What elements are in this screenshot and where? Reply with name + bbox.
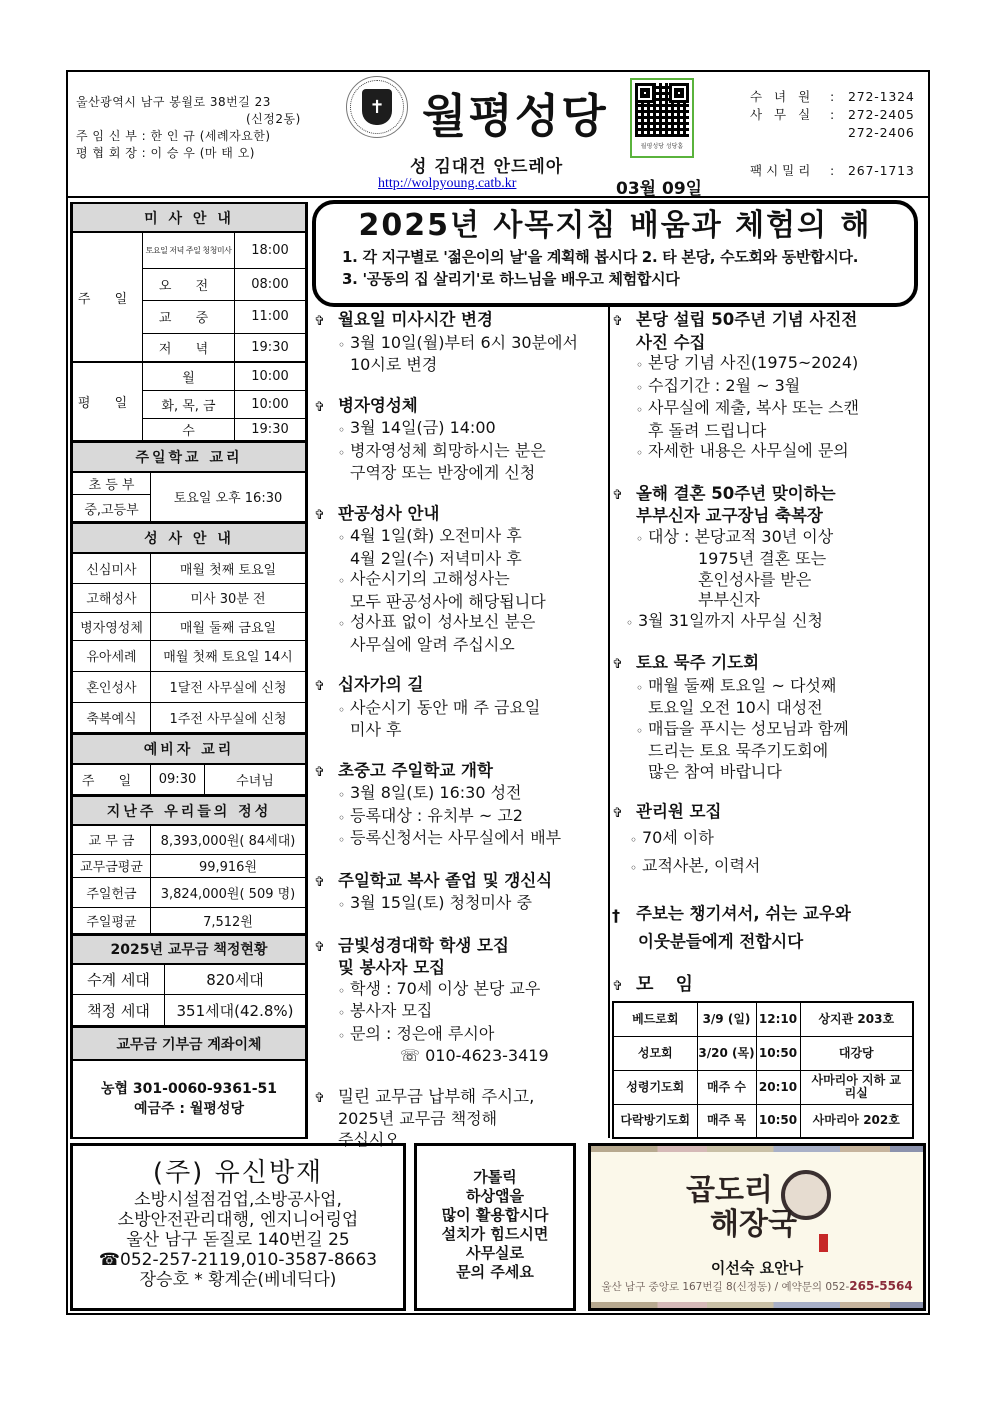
sacrament-row: 유아세례 매월 첫째 토요일 14시 (73, 640, 306, 671)
meeting-row: 베드로회 3/9 (일) 12:10 상지관 203호 (613, 1002, 913, 1036)
bulletin-note: † 주보는 챙기셔서, 쉬는 교우와 이웃분들에게 전합시다 (612, 901, 924, 955)
cross-icon: ✞ (612, 657, 623, 672)
sacrament-row: 고해성사 미사 30분 전 (73, 583, 306, 612)
weekday-label: 평 일 (73, 362, 143, 440)
bullet-icon: ◦ (338, 574, 346, 588)
banner-line: 3. '공동의 집 살리기'로 하느님을 배우고 체험합시다 (342, 270, 680, 288)
bullet-icon: ◦ (636, 723, 644, 738)
bullet-icon: ◦ (338, 1006, 346, 1020)
banner-line: 1. 각 지구별로 '젊은이의 날'을 계획해 봅시다 2. 타 본당, 수도회와 동반합시다. (342, 248, 859, 266)
transfer-title: 교무금 기부금 계좌이체 (73, 1027, 306, 1060)
arrears-note: ✞ 밀린 교무금 납부해 주시고, 2025년 교무금 책정해 주십시오 (314, 1086, 535, 1149)
meeting-row: 성령기도회 매주 수 20:10 사마리아 지하 교리실 (613, 1070, 913, 1104)
bank-account: 농협 301-0060-9361-51 예금주 : 월평성당 (73, 1060, 306, 1137)
bullet-icon: ◦ (338, 833, 346, 847)
meetings-table (612, 1001, 914, 1139)
bullet-icon: ◦ (338, 898, 346, 912)
sunday-school-title: 주일학교 교리 (73, 442, 306, 472)
council-chair: 평 협 회 장 : 이 승 우 (마 태 오) (76, 146, 255, 160)
announcement: ✞ 주일학교 복사 졸업 및 갱신식 ◦ 3월 15일(토) 청청미사 중 (314, 871, 606, 916)
bullet-icon: ◦ (636, 380, 644, 395)
contact-row: 사 무 실 : 272-2405 (750, 107, 915, 122)
sacraments-title: 성 사 안 내 (73, 523, 306, 553)
qr-code[interactable]: 월평성당 성당홈 (630, 78, 694, 158)
offering-row: 교무금평균 99,916원 (73, 854, 306, 877)
cross-icon: ✞ (314, 314, 325, 329)
contact-row: 272-2406 (848, 125, 915, 140)
announcement: ✞ 병자영성체 ◦ 3월 14일(금) 14:00 ◦ 병자영성체 희망하시는 분은 구역장 또는 반장에게 신청 (314, 395, 546, 482)
announcements-middle (314, 310, 606, 1170)
website-link[interactable]: http://wolpyoung.catb.kr (378, 176, 517, 191)
issue-date: 03월 09일 (616, 179, 703, 199)
cross-icon: ✞ (612, 314, 623, 329)
bullet-icon: ◦ (338, 810, 346, 825)
cross-icon: ✞ (314, 507, 325, 523)
cross-icon: ✞ (314, 939, 325, 955)
contact-phone: ☏ 010-4623-3419 (400, 1046, 549, 1065)
ad-fire-safety: (주) 유신방재 소방시설점검업,소방공사업, 소방안전관리대행, 엔지니어링업 울산 남구 돋질로 140번길 25 ☎052-257-2119,010-3587-8663 장승호 * 황계순(베네딕다) (70, 1143, 406, 1311)
offering-row: 주일평균 7,512원 (73, 907, 306, 933)
offering-row: 주일헌금 3,824,000원( 509 명) (73, 877, 306, 907)
cross-icon: ✞ (612, 978, 623, 994)
pastoral-theme-banner (312, 200, 918, 307)
cross-icon: ✞ (612, 487, 623, 503)
restaurant-logo: 곱도리 해장국 (686, 1173, 797, 1242)
ad-phone: ☎052-257-2119,010-3587-8663 (98, 1250, 378, 1270)
patron-saint: 성 김대건 안드레아 (410, 157, 564, 177)
bullet-icon: ◦ (338, 617, 346, 631)
ad-company-name: (주) 유신방재 (152, 1158, 324, 1188)
meeting-row: 성모회 3/20 (목) 10:50 대강당 (613, 1036, 913, 1070)
bullet-icon: ◦ (636, 358, 644, 372)
ad-restaurant (588, 1143, 926, 1311)
bullet-icon: ◦ (338, 788, 346, 802)
announcement: ✞ 금빛성경대학 학생 모집 및 봉사자 모집 ◦ 학생 : 70세 이상 본당 교우 ◦ 봉사자 모집 ◦ 문의 : 정은애 루시아 ☏ 010-4623-3419 (314, 936, 606, 1067)
qr-code-icon (635, 83, 689, 137)
sacrament-row: 축복예식 1주전 사무실에 신청 (73, 702, 306, 732)
announcement: ✞ 십자가의 길 ◦ 사순시기 동안 매 주 금요일 미사 후 (314, 675, 541, 739)
pastor: 주 임 신 부 : 한 인 규 (세례자요한) (76, 129, 271, 143)
page-title: 월평성당 (422, 89, 608, 143)
cross-icon: ✞ (314, 399, 325, 415)
church-logo (346, 76, 408, 138)
meeting-row: 다락방기도회 매주 목 10:50 사마리아 202호 (613, 1104, 913, 1138)
cross-icon: ✞ (314, 679, 325, 694)
address: 울산광역시 남구 봉월로 38번길 23 (76, 95, 271, 109)
column-divider (608, 306, 610, 1138)
bullet-icon: ◦ (630, 860, 638, 875)
bullet-icon: ◦ (626, 615, 634, 630)
bullet-icon: ◦ (338, 337, 346, 352)
dagger-icon: † (612, 905, 620, 925)
offering-row: 교 무 금 8,393,000원( 84세대) (73, 825, 306, 854)
header (66, 70, 930, 198)
announcement: ✞ 본당 설립 50주년 기념 사진전 사진 수집 ◦ 본당 기념 사진(1975~2024) ◦ 수집기간 : 2월 ~ 3월 ◦ 사무실에 제출, 복사 또는 스캔 후 돌려 드립니다 ◦ 자세한 내용은 사무실에 문의 (612, 310, 924, 464)
announcement: ✞ 월요일 미사시간 변경 ◦ 3월 10일(월)부터 6시 30분에서 10시로 변경 (314, 310, 578, 374)
sunday-label: 주 일 (73, 232, 143, 362)
announcement: ✞ 판공성사 안내 ◦ 4월 1일(화) 오전미사 후 4월 2일(수) 저녁미사 후 ◦ 사순시기의 고해성사는 모두 판공성사에 해당됩니다 ◦ 성사표 없이 성사보신 분은 사무실에 알려 주십시오 (314, 503, 546, 654)
cross-icon: ✞ (314, 874, 325, 890)
offerings-title: 지난주 우리들의 정성 (73, 796, 306, 825)
sacrament-row: 병자영성체 매월 둘째 금요일 (73, 612, 306, 640)
banner-headline: 2025년 사목지침 배움과 체험의 해 (358, 208, 872, 243)
bullet-icon: ◦ (338, 445, 346, 460)
announcement: ✞ 관리원 모집 ◦ 70세 이하 ◦ 교적사본, 이력서 (612, 802, 924, 881)
seal-icon (819, 1234, 828, 1252)
ad-app-notice: 가톨릭 하상앱을 많이 활용합시다 설치가 힘드시면 사무실로 문의 주세요 (414, 1143, 576, 1311)
restaurant-owner: 이선숙 요안나 (710, 1259, 804, 1277)
assessment-title: 2025년 교무금 책정현황 (73, 935, 306, 964)
sacrament-row: 신심미사 매월 첫째 토요일 (73, 553, 306, 583)
contact-row: 수 녀 원 : 272-1324 (750, 89, 915, 104)
sacrament-row: 혼인성사 1달전 사무실에 신청 (73, 671, 306, 702)
bullet-icon: ◦ (636, 531, 644, 546)
announcement: ✞ 초중고 주일학교 개학 ◦ 3월 8일(토) 16:30 성전 ◦ 등록대상 : 유치부 ~ 고2 ◦ 등록신청서는 사무실에서 배부 (314, 761, 606, 851)
address-district: (신정2동) (246, 112, 301, 126)
catechumen-title: 예비자 교리 (73, 734, 306, 764)
cross-icon: ✞ (314, 764, 325, 780)
bullet-icon: ◦ (636, 403, 644, 417)
bullet-icon: ◦ (338, 423, 346, 437)
bullet-icon: ◦ (636, 446, 644, 460)
contact-numbers (750, 88, 915, 180)
bullet-icon: ◦ (338, 983, 346, 998)
announcement: ✞ 올해 결혼 50주년 맞이하는 부부신자 교구장님 축복장 ◦ 대상 : 본당교적 30년 이상 1975년 결혼 또는 혼인성사를 받은 부부신자 ◦ 3월 31일까지 사무실 신청 (612, 484, 924, 634)
announcement: ✞ 토요 묵주 기도회 ◦ 매월 둘째 토요일 ~ 다섯째 토요일 오전 10시 대성전 ◦ 매듭을 푸시는 성모님과 함께 드리는 토요 묵주기도회에 많은 참여 바랍니다 (612, 653, 849, 781)
parish-info (76, 94, 301, 162)
restaurant-address: 울산 남구 중앙로 167번길 8(신정동) / 예약문의 052-265-5564 (601, 1279, 913, 1293)
bullet-icon: ◦ (338, 1028, 346, 1043)
bullet-icon: ◦ (338, 531, 346, 545)
cross-icon: ✞ (314, 1090, 325, 1106)
announcements-right (612, 310, 924, 1139)
mass-schedule-title: 미 사 안 내 (73, 204, 306, 232)
sidebar: 미 사 안 내 주 일 토요일 저녁 주일 청청미사 18:00 오 전 08:00 교 중 11:00 저 녁 19:30 평 일 월 10:00 화, 목, 금 10:00 수 19:30 주일학교 교리 초 등 부 토요일 오후 16:30 중,고등부 성 사 안 내 신심미사 매월 첫째 토요일 고해성사 미사 30분 전 병자영성체 매월 둘째 금요일 유아세례 매월 첫째 토요일 14시 혼인성사 1달전 사무실에 신청 축복예식 1주전 사무실에 신청 예비자 교리 주 일 09:30 수녀님 지난주 우리들의 정성 교 무 금 8,393,000원( 84세대) 교무금평균 99,916원 주일헌금 3,824,000원( 509 명) 주일평균 7,512원 2025년 교무금 책정현황 수계 세대 820세대 책정 세대 351세대(42.8%) 교무금 기부금 계좌이체 농협 301-0060-9361-51 예금주 : 월평성당 (70, 202, 308, 1139)
meetings: ✞ 모 임 베드로회 3/9 (일) 12:10 상지관 203호 성모회 3/20 (목) 10:50 대강당 성령기도회 매주 수 20:10 사마리아 지하 교리실 다락방기도회 매주 목 10:50 사마리아 202호 (612, 975, 924, 1140)
bullet-icon: ◦ (636, 680, 644, 695)
fax-row: 팩시밀리 : 267-1713 (750, 163, 915, 178)
cross-shield-icon: ✝ (362, 89, 392, 125)
bullet-icon: ◦ (630, 832, 638, 847)
cross-icon: ✞ (612, 806, 623, 821)
bullet-icon: ◦ (338, 702, 346, 717)
